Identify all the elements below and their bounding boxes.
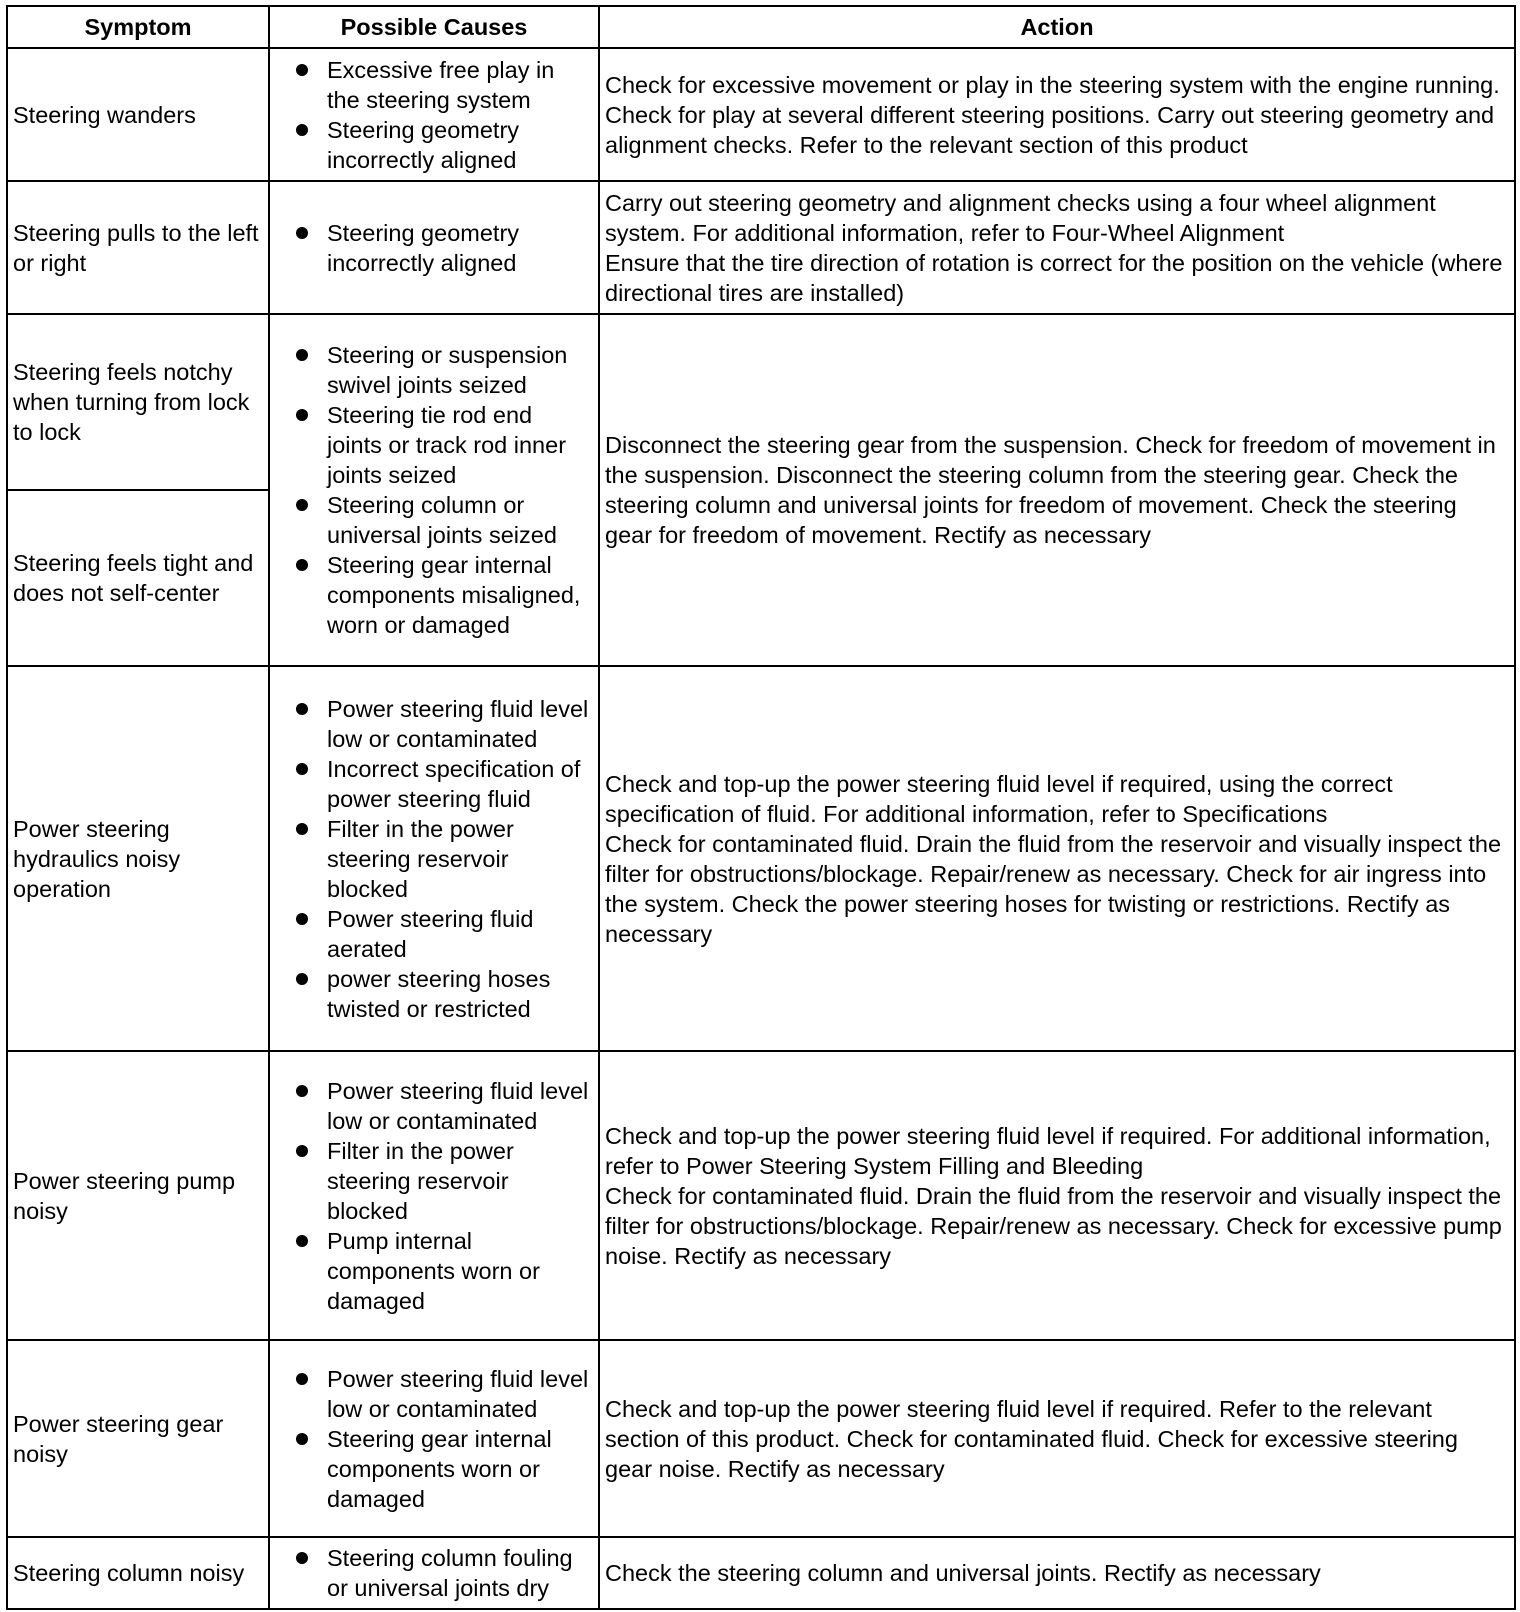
cause-item: Steering tie rod end joints or track rod inner joints seized bbox=[327, 400, 593, 490]
table-row bbox=[7, 1340, 1515, 1537]
table-row bbox=[7, 666, 1515, 1051]
action-text: Check and top-up the power steering fluid level if required. Refer to the relevant section of this product. Check for contaminated fluid. Check for excessive steering gear noise. Rectify as necessary bbox=[605, 1395, 1458, 1482]
cause-item: Excessive free play in the steering system bbox=[327, 55, 593, 115]
cause-item: Steering geometry incorrectly aligned bbox=[327, 115, 593, 175]
symptom-cell: Power steering gear noisy bbox=[7, 1340, 269, 1537]
cause-item: Incorrect specification of power steering fluid bbox=[327, 754, 593, 814]
table-row bbox=[7, 314, 1515, 490]
cause-item: Steering gear internal components worn or damaged bbox=[327, 1424, 593, 1514]
causes-cell bbox=[269, 1537, 599, 1609]
header-row bbox=[7, 6, 1515, 48]
cause-item: Power steering fluid aerated bbox=[327, 904, 593, 964]
cause-item: Power steering fluid level low or contaminated bbox=[327, 1364, 593, 1424]
header-symptom: Symptom bbox=[7, 6, 269, 48]
table-row bbox=[7, 1537, 1515, 1609]
cause-item: Filter in the power steering reservoir blocked bbox=[327, 1136, 593, 1226]
action-text: Check and top-up the power steering fluid level if required. For additional information, refer to Power Steering System Filling and Bleeding bbox=[605, 1122, 1491, 1179]
cause-item: Power steering fluid level low or contaminated bbox=[327, 694, 593, 754]
causes-list bbox=[275, 1076, 593, 1316]
causes-cell bbox=[269, 1051, 599, 1340]
diagnosis-table bbox=[6, 5, 1516, 1610]
cause-item: Steering or suspension swivel joints seized bbox=[327, 340, 593, 400]
action-cell bbox=[599, 181, 1515, 314]
action-cell bbox=[599, 666, 1515, 1051]
action-text: Ensure that the tire direction of rotation is correct for the position on the vehicle (where directional tires are installed) bbox=[605, 249, 1503, 306]
cause-item: Steering geometry incorrectly aligned bbox=[327, 218, 593, 278]
symptom-cell: Power steering pump noisy bbox=[7, 1051, 269, 1340]
causes-cell bbox=[269, 666, 599, 1051]
action-text: Check the steering column and universal joints. Rectify as necessary bbox=[605, 1560, 1321, 1586]
causes-cell bbox=[269, 1340, 599, 1537]
symptom-cell: Steering wanders bbox=[7, 48, 269, 181]
symptom-cell: Steering feels tight and does not self-center bbox=[7, 490, 269, 666]
cause-item: Power steering fluid level low or contaminated bbox=[327, 1076, 593, 1136]
action-cell bbox=[599, 1051, 1515, 1340]
action-text: Check for contaminated fluid. Drain the fluid from the reservoir and visually inspect the filter for obstructions/blockage. Repair/renew as necessary. Check for excessive pump noise. Rectify as necessary bbox=[605, 1182, 1502, 1269]
cause-item: power steering hoses twisted or restricted bbox=[327, 964, 593, 1024]
causes-list bbox=[275, 1364, 593, 1514]
causes-cell bbox=[269, 48, 599, 181]
causes-list bbox=[275, 340, 593, 640]
cause-item: Steering column or universal joints seized bbox=[327, 490, 593, 550]
symptom-cell: Steering pulls to the left or right bbox=[7, 181, 269, 314]
symptom-cell: Steering feels notchy when turning from lock to lock bbox=[7, 314, 269, 490]
table-row bbox=[7, 48, 1515, 181]
header-possible-causes: Possible Causes bbox=[269, 6, 599, 48]
action-text: Carry out steering geometry and alignment checks using a four wheel alignment system. For additional information, refer to Four-Wheel Alignment bbox=[605, 189, 1436, 246]
causes-cell bbox=[269, 181, 599, 314]
header-action: Action bbox=[599, 6, 1515, 48]
cause-item: Filter in the power steering reservoir blocked bbox=[327, 814, 593, 904]
action-cell bbox=[599, 48, 1515, 181]
action-text: Disconnect the steering gear from the suspension. Check for freedom of movement in the suspension. Disconnect the steering column from the steering gear. Check the steering column and universal joints for freedom of movement. Check the steering gear for freedom of movement. Rectify as necessary bbox=[605, 432, 1496, 548]
causes-list bbox=[275, 55, 593, 175]
action-text: Check for excessive movement or play in the steering system with the engine running. Check for play at several different steering positions. Carry out steering geometry and alignment checks. Refer to the relevant section of this product bbox=[605, 71, 1500, 158]
causes-cell bbox=[269, 314, 599, 666]
action-cell bbox=[599, 1340, 1515, 1537]
action-cell bbox=[599, 1537, 1515, 1609]
causes-list bbox=[275, 694, 593, 1024]
cause-item: Steering column fouling or universal joints dry bbox=[327, 1543, 593, 1603]
table-row bbox=[7, 1051, 1515, 1340]
table-row bbox=[7, 181, 1515, 314]
action-cell bbox=[599, 314, 1515, 666]
symptom-cell: Power steering hydraulics noisy operation bbox=[7, 666, 269, 1051]
action-text: Check and top-up the power steering fluid level if required, using the correct specification of fluid. For additional information, refer to Specifications bbox=[605, 770, 1393, 827]
cause-item: Pump internal components worn or damaged bbox=[327, 1226, 593, 1316]
symptom-cell: Steering column noisy bbox=[7, 1537, 269, 1609]
causes-list bbox=[275, 1543, 593, 1603]
action-text: Check for contaminated fluid. Drain the fluid from the reservoir and visually inspect the filter for obstructions/blockage. Repair/renew as necessary. Check for air ingress into the system. Check the power steering hoses for twisting or restrictions. Rectify as necessary bbox=[605, 830, 1502, 947]
causes-list bbox=[275, 218, 593, 278]
cause-item: Steering gear internal components misaligned, worn or damaged bbox=[327, 550, 593, 640]
